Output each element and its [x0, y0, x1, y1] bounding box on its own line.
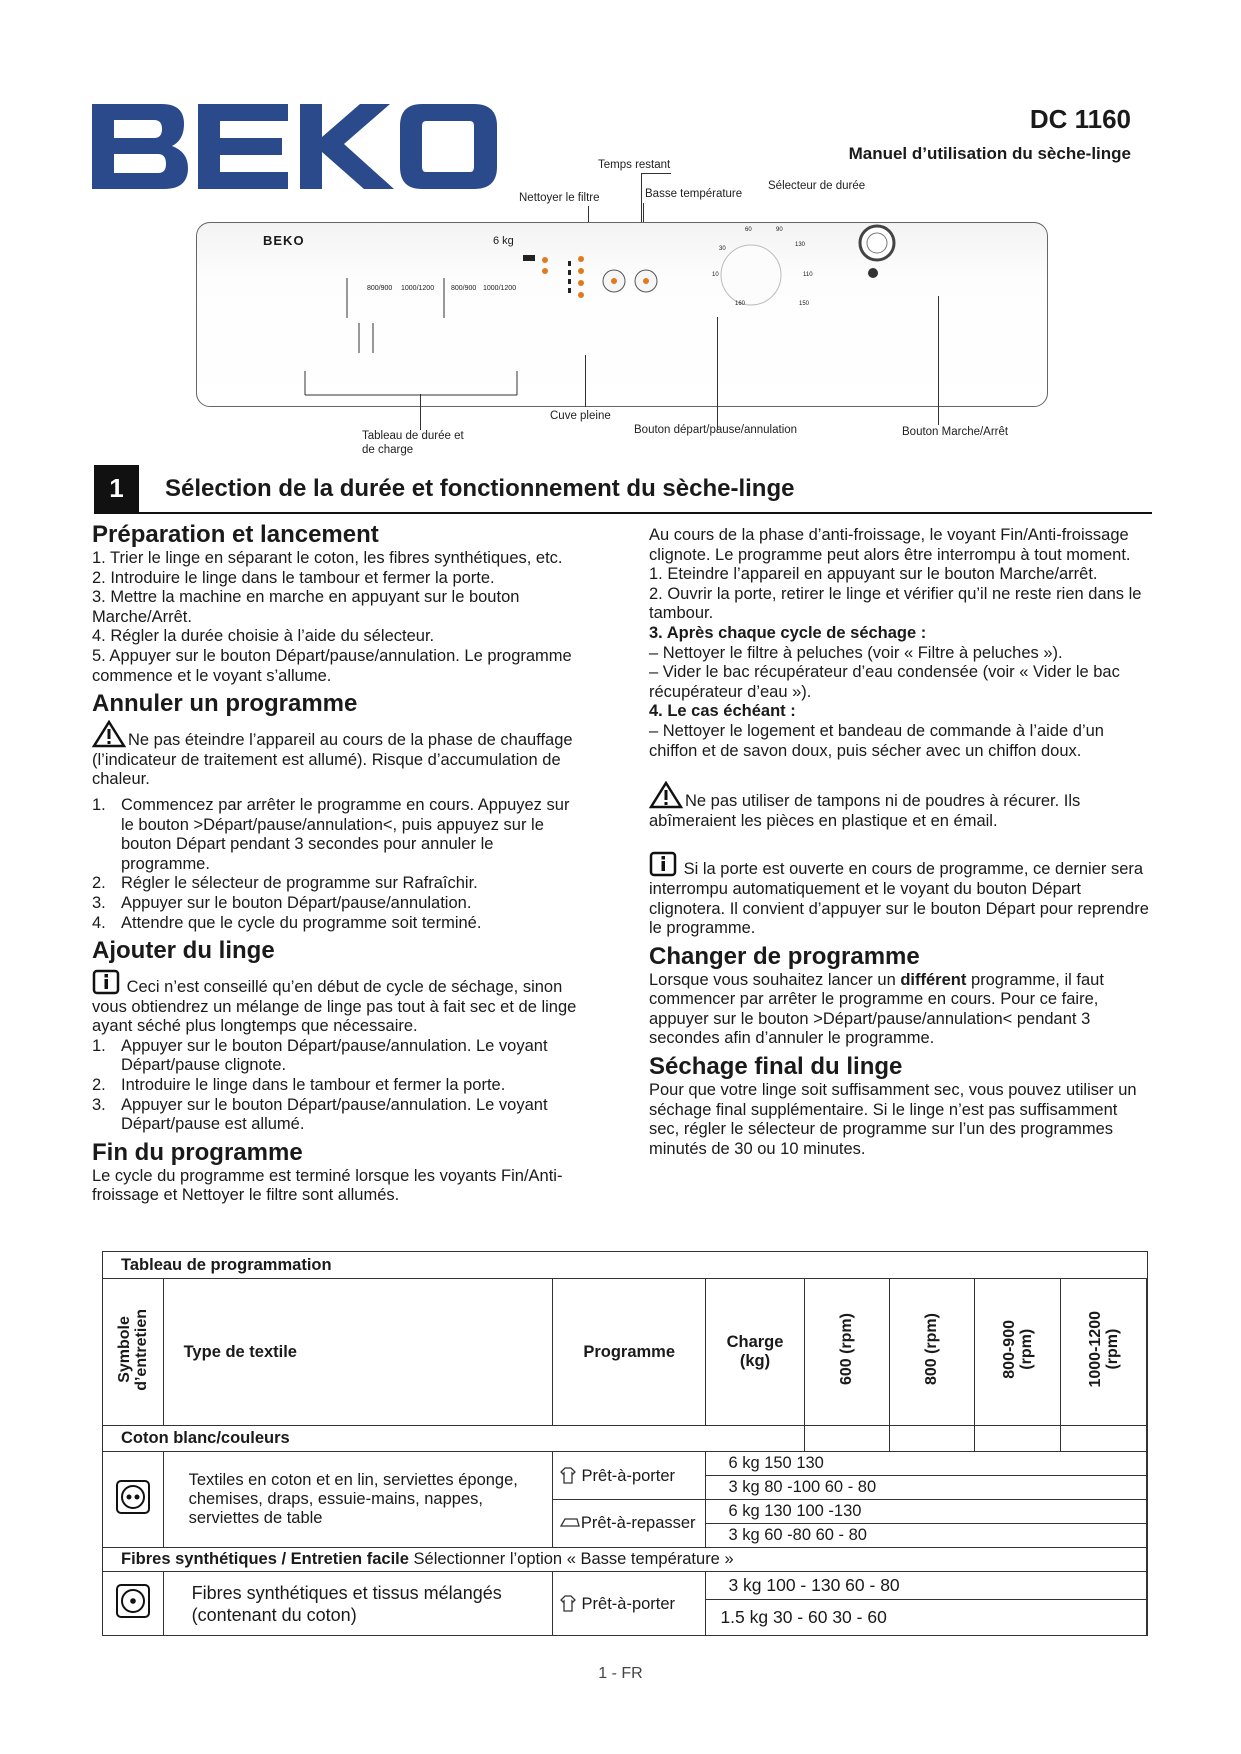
dial-mark-110: 110	[803, 272, 813, 278]
callout-nettoyer-filtre: Nettoyer le filtre	[519, 192, 600, 204]
dial-mark-60: 60	[745, 227, 752, 233]
header-800: 800 (rpm)	[889, 1279, 974, 1426]
care-symbol-synthetic	[103, 1572, 164, 1636]
wash-60-icon	[116, 1480, 150, 1514]
callout-bouton-marche: Bouton Marche/Arrêt	[902, 426, 1009, 438]
callout-temps-restant: Temps restant	[598, 159, 671, 171]
wash-40-icon	[116, 1584, 150, 1618]
heading-preparation: Préparation et lancement	[92, 521, 379, 548]
care-symbol-cotton	[103, 1452, 164, 1548]
group1-row-1: 6 kg 150 130	[706, 1452, 1147, 1476]
cas-title: 4. Le cas échéant :	[649, 702, 796, 721]
heading-changer: Changer de programme	[649, 942, 920, 970]
shirt-icon	[559, 1465, 577, 1485]
warning-icon	[92, 720, 126, 748]
list-item: 1. Commencez par arrêter le programme en cours. Appuyez sur le bouton >Départ/pause/annulation<, puis appuyez sur le bouton Départ pendant 3 secondes pour annuler le programme.	[92, 795, 570, 873]
dial-mark-130: 130	[795, 242, 806, 248]
left-column	[92, 517, 582, 1206]
header-600: 600 (rpm)	[804, 1279, 889, 1426]
antifroissage-text: Au cours de la phase d’anti-froissage, le voyant Fin/Anti-froissage clignote. Le programme peut alors être interrompu à tout moment.	[649, 526, 1131, 564]
page-footer: 1 - FR	[598, 1665, 643, 1682]
list-item: 2. Régler le sélecteur de programme sur Rafraîchir.	[92, 874, 478, 893]
apres-item-2: – Vider le bac récupérateur d’eau condensée (voir « Vider le bac récupérateur d’eau »).	[649, 663, 1120, 701]
annuler-warning: Ne pas éteindre l’appareil au cours de la phase de chauffage (l’indicateur de traitement est allumé). Risque d’accumulation de chaleur.	[92, 720, 582, 790]
panel-speed-1: 800/900	[367, 285, 393, 292]
group1-row-2: 3 kg 80 -100 60 - 80	[706, 1476, 1147, 1500]
group2-row-2: 1.5 kg 30 - 60 30 - 60	[706, 1600, 1147, 1636]
callout-selecteur-duree: Sélecteur de durée	[768, 180, 866, 192]
panel-brand: BEKO	[263, 233, 305, 248]
callout-bouton-depart: Bouton départ/pause/annulation	[634, 424, 798, 436]
fin-text: Le cycle du programme est terminé lorsque les voyants Fin/Anti-froissage et Nettoyer le filtre sont allumés.	[92, 1166, 563, 1205]
warning-icon	[649, 781, 683, 809]
model-number: DC 1160	[1029, 104, 1131, 134]
callout-basse-temperature: Basse température	[645, 188, 743, 200]
manual-subtitle: Manuel d’utilisation du sèche-linge	[848, 144, 1131, 163]
info-icon	[649, 851, 677, 877]
heading-annuler: Annuler un programme	[92, 690, 358, 718]
group1-prog2: Prêt-à-repasser	[552, 1500, 706, 1548]
dial-mark-30: 30	[719, 246, 726, 252]
group1-row-3: 6 kg 130 100 -130	[706, 1500, 1147, 1524]
callout-tableau-charge: de charge	[362, 444, 414, 456]
iron-icon	[559, 1515, 581, 1529]
heading-sechage-final: Séchage final du linge	[649, 1053, 903, 1081]
list-item: 3. Appuyer sur le bouton Départ/pause/annulation. Le voyant Départ/pause est allumé.	[92, 1095, 548, 1134]
dial-mark-10: 10	[712, 272, 719, 278]
right-column	[649, 526, 1151, 1159]
programming-table	[102, 1251, 1148, 1636]
callout-tableau-duree: Tableau de durée et	[362, 430, 464, 442]
list-item: 3. Appuyer sur le bouton Départ/pause/annulation.	[92, 893, 472, 912]
group2-textile: Fibres synthétiques et tissus mélangés (contenant du coton)	[163, 1572, 552, 1636]
list-item: 1. Appuyer sur le bouton Départ/pause/annulation. Le voyant Départ/pause clignote.	[92, 1036, 548, 1075]
heading-fin: Fin du programme	[92, 1138, 303, 1166]
apres-title: 3. Après chaque cycle de séchage :	[649, 623, 927, 642]
control-panel	[196, 222, 1048, 407]
group2-prog: Prêt-à-porter	[552, 1572, 706, 1636]
dial-mark-90: 90	[776, 227, 783, 233]
prep-item-1: 1. Trier le linge en séparant le coton, les fibres synthétiques, etc.	[92, 549, 563, 567]
prep-item-2: 2. Introduire le linge dans le tambour et fermer la porte.	[92, 568, 495, 587]
right-info: Si la porte est ouverte en cours de programme, ce dernier sera interrompu automatiquement et le voyant du bouton Départ clignotera. Il convient d’appuyer sur le bouton Départ pour reprendre le programme.	[649, 851, 1151, 938]
changer-text: Lorsque vous souhaitez lancer un différent programme, il faut commencer par arrêter le programme en cours. Pour ce faire, appuyer sur le bouton >Départ/pause/annulation< pendant 3 secondes afin d’annuler le programme.	[649, 970, 1104, 1048]
panel-capacity: 6 kg	[493, 235, 514, 247]
group1-label: Coton blanc/couleurs	[103, 1426, 805, 1452]
ajouter-info: Ceci n’est conseillé qu’en début de cycle de séchage, sinon vous obtiendrez un mélange de linge pas tout à fait sec et de linge ayant séché plus longtemps que nécessaire.	[92, 969, 582, 1037]
list-item: 2. Introduire le linge dans le tambour et fermer la porte.	[92, 1076, 506, 1095]
header-symbole: Symbole d’entretien	[103, 1279, 164, 1426]
panel-graphics	[197, 223, 1047, 406]
right-warning: Ne pas utiliser de tampons ni de poudres à récurer. Ils abîmeraient les pièces en plastique et en émail.	[649, 781, 1151, 831]
dial-mark-150: 150	[799, 301, 810, 307]
header-programme: Programme	[552, 1279, 706, 1426]
apres-item-1: – Nettoyer le filtre à peluches (voir « Filtre à peluches »).	[649, 643, 1063, 662]
panel-speed-2: 1000/1200	[401, 285, 435, 292]
prep-item-4: 4. Régler la durée choisie à l’aide du sélecteur.	[92, 627, 435, 646]
group1-textile: Textiles en coton et en lin, serviettes éponge, chemises, draps, essuie-mains, nappes, serviettes de table	[163, 1452, 552, 1548]
header-1000-1200: 1000-1200 (rpm)	[1061, 1279, 1147, 1426]
dial-mark-160: 160	[735, 301, 746, 307]
group2-label: Fibres synthétiques / Entretien facile Sélectionner l’option « Basse température »	[103, 1548, 1147, 1572]
header-charge: Charge (kg)	[706, 1279, 804, 1426]
prep-item-5: 5. Appuyer sur le bouton Départ/pause/annulation. Le programme commence et le voyant s’allume.	[92, 646, 572, 685]
section-title: Sélection de la durée et fonctionnement du sèche-linge	[165, 475, 795, 502]
final-text: Pour que votre linge soit suffisamment sec, vous pouvez utiliser un séchage final supplémentaire. Si le linge n’est pas suffisamment sec, régler le sélecteur de programme sur l’un des programmes minutés de 30 ou 10 minutes.	[649, 1081, 1137, 1158]
group1-row-4: 3 kg 60 -80 60 - 80	[706, 1524, 1147, 1548]
panel-speed-3: 800/900	[451, 285, 477, 292]
panel-speed-4: 1000/1200	[483, 285, 517, 292]
step-2: 2. Ouvrir la porte, retirer le linge et vérifier qu’il ne reste rien dans le tambour.	[649, 584, 1142, 623]
list-item: 4. Attendre que le cycle du programme soit terminé.	[92, 913, 482, 932]
prep-item-3: 3. Mettre la machine en marche en appuyant sur le bouton Marche/Arrêt.	[92, 588, 520, 626]
cas-item-1: – Nettoyer le logement et bandeau de commande à l’aide d’un chiffon et de savon doux, puis sécher avec un chiffon doux.	[649, 721, 1104, 760]
step-1: 1. Eteindre l’appareil en appuyant sur le bouton Marche/arrêt.	[649, 565, 1098, 584]
section-rule	[94, 512, 1152, 514]
group1-prog1: Prêt-à-porter	[552, 1452, 706, 1500]
group2-row-1: 3 kg 100 - 130 60 - 80	[706, 1572, 1147, 1600]
section-number: 1	[94, 465, 139, 512]
callout-cuve-pleine: Cuve pleine	[550, 410, 611, 422]
header-800-900: 800-900 (rpm)	[975, 1279, 1061, 1426]
annuler-steps	[92, 796, 582, 933]
info-icon	[92, 969, 120, 995]
header-type: Type de textile	[163, 1279, 552, 1426]
heading-ajouter: Ajouter du linge	[92, 937, 275, 965]
ajouter-steps	[92, 1037, 582, 1135]
shirt-icon	[559, 1593, 577, 1613]
table-title: Tableau de programmation	[103, 1252, 1148, 1279]
beko-logo	[92, 104, 497, 189]
